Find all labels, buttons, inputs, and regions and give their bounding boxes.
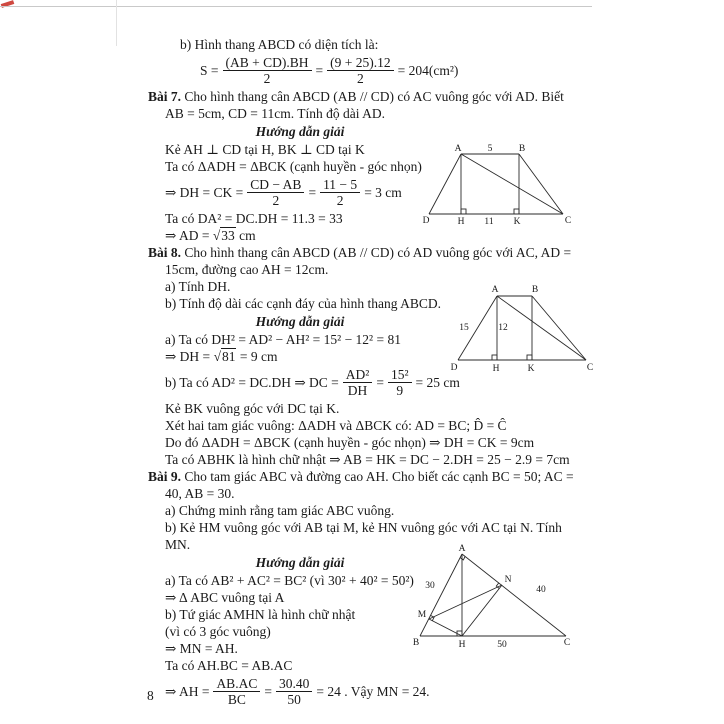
bai8-step-b2: Kẻ BK vuông góc với DC tại K. xyxy=(165,401,340,416)
segment-AC xyxy=(497,296,586,360)
fig8-segments xyxy=(458,296,586,360)
fig8-svg xyxy=(450,282,595,377)
fig9-label-M: M xyxy=(417,610,427,620)
bai9-statement xyxy=(148,468,584,502)
segment-AC xyxy=(461,154,563,214)
right-angle-mark-H xyxy=(492,355,497,360)
fig8-labels xyxy=(451,285,594,374)
math-text: = xyxy=(376,375,384,390)
bai9-problem-label: Bài 9. xyxy=(148,469,182,484)
fig7-labels xyxy=(423,144,572,227)
bai9-step-b2: (vì có 3 góc vuông) xyxy=(165,624,271,639)
bai9-step-b4: Ta có AH.BC = AB.AC xyxy=(165,658,293,673)
fraction-numerator: AB.AC xyxy=(213,676,260,692)
figure-bai9-triangle xyxy=(414,544,574,652)
fraction-denominator: 2 xyxy=(356,71,364,86)
page-content xyxy=(148,36,594,709)
fraction-numerator: AD² xyxy=(343,367,373,383)
math-text: ⇒ AD = xyxy=(165,228,213,243)
fraction-denominator: BC xyxy=(227,692,246,707)
bai8-statement-text: Cho hình thang cân ABCD (AB // CD) có AD vuông góc với AC, AD = 15cm, đường cao AH = 12cm. xyxy=(165,245,572,277)
segment-CA xyxy=(462,554,566,636)
bai7-step-2: Ta có ΔADH = ΔBCK (cạnh huyền - góc nhọn) xyxy=(165,159,422,174)
segment-MN xyxy=(429,585,502,619)
bai8-step-a1: a) Ta có DH² = AD² − AH² = 15² − 12² = 81 xyxy=(165,332,401,347)
fig7-segments xyxy=(429,154,563,214)
segment-DA xyxy=(429,154,461,214)
fig7-label-C: C xyxy=(564,216,572,226)
fig9-label-HC-length: 50 xyxy=(497,640,507,650)
math-text: cm xyxy=(235,228,256,243)
bai8-statement xyxy=(148,244,584,278)
bai8-step-a2 xyxy=(165,348,459,365)
segment-BC xyxy=(519,154,563,214)
fig7-svg xyxy=(423,140,575,228)
right-angle-mark-K xyxy=(527,355,532,360)
fraction-numerator: 11 − 5 xyxy=(320,177,360,193)
fraction-numerator: CD − AB xyxy=(247,177,304,193)
figure-bai7-trapezoid xyxy=(423,140,575,228)
fig7-label-D: D xyxy=(422,216,430,226)
segment-AB xyxy=(417,554,462,636)
bai9-question-b: b) Kẻ HM vuông góc với AB tại M, kẻ HN vuông góc với AC tại N. Tính MN. xyxy=(165,520,562,552)
bai8-problem-label: Bài 8. xyxy=(148,245,182,260)
fig8-label-AD-length: 15 xyxy=(459,323,469,333)
radicand: 33 xyxy=(221,228,235,243)
math-text: ⇒ DH = CK = xyxy=(165,185,244,200)
segment-BC xyxy=(532,296,586,360)
bai9-step-b1: b) Tứ giác AMHN là hình chữ nhật xyxy=(165,607,356,622)
fig7-label-B: B xyxy=(518,144,526,154)
bai8-step-b5: Ta có ABHK là hình chữ nhật ⇒ AB = HK = DC − 2.DH = 25 − 2.9 = 7cm xyxy=(165,452,570,467)
fraction-denominator: DH xyxy=(347,383,368,398)
fraction xyxy=(223,55,312,86)
bai9-question-a: a) Chứng minh rằng tam giác ABC vuông. xyxy=(165,503,395,518)
fraction-numerator: 15² xyxy=(388,367,412,383)
fig7-label-K: K xyxy=(513,217,521,227)
fig9-label-A: A xyxy=(458,544,466,554)
fig8-label-H: H xyxy=(492,364,500,374)
fig7-label-A: A xyxy=(454,144,462,154)
fig8-label-A: A xyxy=(491,285,499,295)
math-text: = 204(cm²) xyxy=(397,63,459,78)
fig9-label-B: B xyxy=(412,638,420,648)
math-text: = 9 cm xyxy=(236,349,278,364)
fraction xyxy=(213,676,260,707)
fig7-label-HK-length: 11 xyxy=(484,217,494,227)
radicand: 81 xyxy=(221,349,236,364)
segment-HN xyxy=(462,585,502,636)
bai9-guide-heading: Hướng dẫn giải xyxy=(255,555,345,570)
fig8-label-K: K xyxy=(527,364,535,374)
math-text: = xyxy=(315,63,324,78)
figure-bai8-trapezoid xyxy=(450,282,595,377)
fraction-numerator: (9 + 25).12 xyxy=(327,55,393,71)
bai9-step-a1: a) Ta có AB² + AC² = BC² (vì 30² + 40² = 50²) xyxy=(165,573,414,588)
math-text: = xyxy=(308,185,317,200)
scan-artifact-left-line xyxy=(116,0,117,46)
fraction xyxy=(343,367,373,398)
math-text: ⇒ AH = xyxy=(165,684,210,699)
fraction xyxy=(247,177,304,208)
radical-sign: √ xyxy=(213,349,221,364)
fig8-label-AH-length: 12 xyxy=(498,323,508,333)
fraction xyxy=(388,367,412,398)
fig8-label-C: C xyxy=(586,363,594,373)
fraction-denominator: 9 xyxy=(396,383,404,398)
fraction-numerator: (AB + CD).BH xyxy=(223,55,312,71)
fraction xyxy=(276,676,312,707)
bai9-step-b5-formula xyxy=(165,676,584,707)
intro-area-formula xyxy=(200,55,584,86)
bai7-statement-text: Cho hình thang cân ABCD (AB // CD) có AC vuông góc với AD. Biết AB = 5cm, CD = 11cm. Tính độ dài AD. xyxy=(165,89,564,121)
fig9-label-AC-length: 40 xyxy=(536,585,546,595)
right-angle-mark-K xyxy=(514,209,519,214)
bai9-step-a2: ⇒ Δ ABC vuông tại A xyxy=(165,590,285,605)
bai7-guide-heading: Hướng dẫn giải xyxy=(255,124,345,139)
fraction-denominator: 2 xyxy=(272,193,280,208)
fraction-denominator: 2 xyxy=(336,193,344,208)
bai8-step-b4: Do đó ΔADH = ΔBCK (cạnh huyền - góc nhọn) ⇒ DH = CK = 9cm xyxy=(165,435,535,450)
math-text: = 25 cm xyxy=(415,375,460,390)
bai7-step-5 xyxy=(165,227,459,244)
bai8-guide-heading: Hướng dẫn giải xyxy=(255,314,345,329)
fig9-segments xyxy=(417,554,566,636)
bai8-step-b3: Xét hai tam giác vuông: ΔADH và ΔBCK có: AD = BC; D̂ = Ĉ xyxy=(165,418,507,433)
fig9-label-C: C xyxy=(563,638,571,648)
fig9-label-H: H xyxy=(458,640,466,650)
fig7-label-AB-length: 5 xyxy=(487,144,493,154)
intro-line-b: b) Hình thang ABCD có diện tích là: xyxy=(180,37,379,52)
fig9-svg xyxy=(414,544,574,652)
math-text: = 24 . Vậy MN = 24. xyxy=(316,684,430,699)
radical-sign: √ xyxy=(212,228,221,243)
fraction xyxy=(320,177,360,208)
math-text: S = xyxy=(200,63,219,78)
fraction-denominator: 2 xyxy=(263,71,271,86)
fraction-numerator: 30.40 xyxy=(276,676,312,692)
math-text: ⇒ DH = xyxy=(165,349,214,364)
bai7-statement xyxy=(148,88,584,122)
math-text: b) Ta có AD² = DC.DH ⇒ DC = xyxy=(165,375,339,390)
bai7-step-4: Ta có DA² = DC.DH = 11.3 = 33 xyxy=(165,211,343,226)
bai7-step-1: Kẻ AH ⊥ CD tại H, BK ⊥ CD tại K xyxy=(165,142,365,157)
fraction xyxy=(327,55,393,86)
fig9-label-N: N xyxy=(504,575,512,585)
math-text: = 3 cm xyxy=(364,185,402,200)
math-text: = xyxy=(264,684,272,699)
bai7-problem-label: Bài 7. xyxy=(148,89,182,104)
scan-artifact-top-line xyxy=(0,6,592,7)
fraction-denominator: 50 xyxy=(287,692,301,707)
fig8-label-B: B xyxy=(531,285,539,295)
bai9-statement-text: Cho tam giác ABC và đường cao AH. Cho biết các cạnh BC = 50; AC = 40, AB = 30. xyxy=(165,469,574,501)
fig9-label-AB-length: 30 xyxy=(425,581,435,591)
right-angle-mark-H xyxy=(461,209,466,214)
fig7-label-H: H xyxy=(457,217,465,227)
fig9-labels xyxy=(413,544,570,650)
bai8-question-b: b) Tính độ dài các cạnh đáy của hình thang ABCD. xyxy=(165,296,442,311)
page-number: 8 xyxy=(147,688,154,703)
fig8-label-D: D xyxy=(450,363,458,373)
bai9-step-b3: ⇒ MN = AH. xyxy=(165,641,238,656)
bai8-question-a: a) Tính DH. xyxy=(165,279,231,294)
